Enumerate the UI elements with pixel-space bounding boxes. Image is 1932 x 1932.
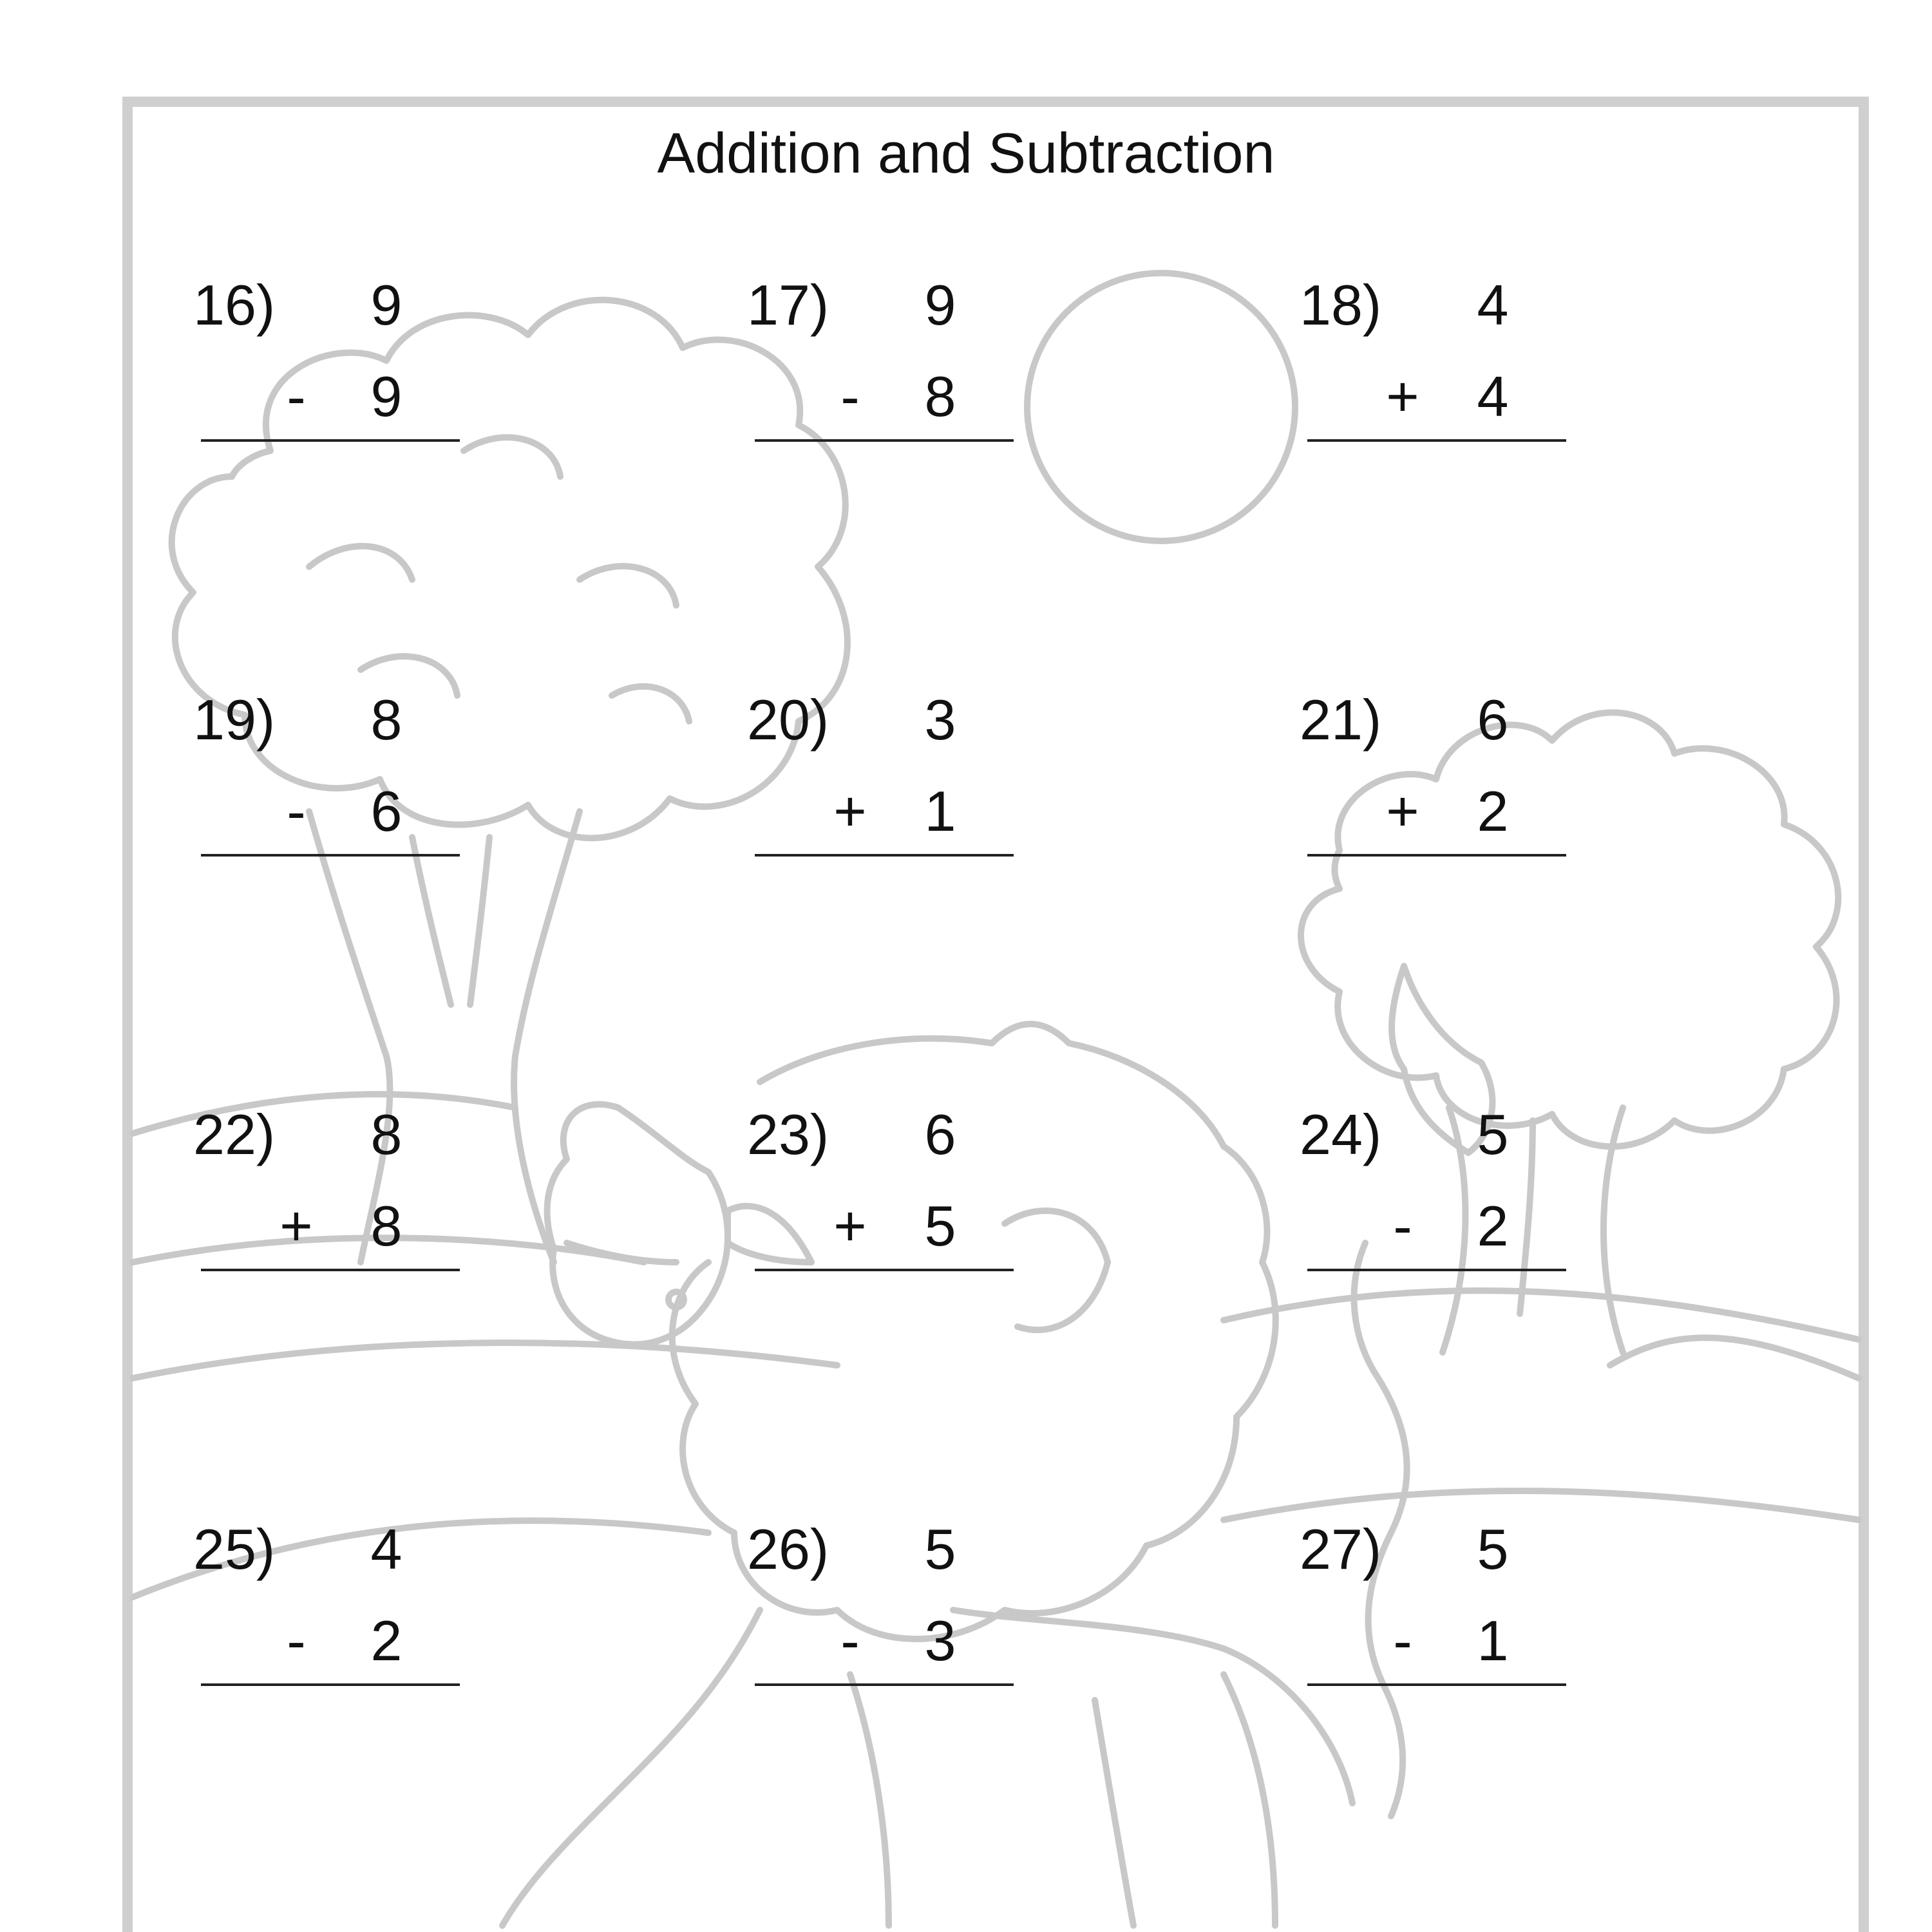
problem-number: 26) (747, 1517, 829, 1581)
answer-line (1307, 1683, 1566, 1686)
problem-22 (193, 1103, 464, 1334)
problem-number: 16) (193, 273, 276, 337)
answer-line (201, 1269, 460, 1271)
operator-sign: + (833, 779, 867, 843)
bottom-operand: 1 (924, 779, 956, 843)
problem-20 (747, 688, 1018, 920)
answer-line (755, 854, 1014, 857)
top-operand: 8 (370, 1103, 402, 1166)
operator-sign: - (1393, 1194, 1412, 1258)
problem-16 (193, 273, 464, 505)
bottom-operand: 1 (1477, 1609, 1509, 1672)
top-operand: 5 (1477, 1103, 1509, 1166)
bottom-operand: 3 (924, 1609, 956, 1672)
answer-line (755, 439, 1014, 442)
top-operand: 4 (370, 1517, 402, 1581)
answer-line (1307, 854, 1566, 857)
top-operand: 5 (924, 1517, 956, 1581)
problem-27 (1300, 1517, 1570, 1749)
top-operand: 9 (924, 273, 956, 337)
problem-number: 21) (1300, 688, 1382, 752)
top-operand: 6 (1477, 688, 1509, 752)
operator-sign: - (287, 1609, 306, 1672)
top-operand: 8 (370, 688, 402, 752)
top-operand: 3 (924, 688, 956, 752)
bottom-operand: 4 (1477, 365, 1509, 428)
worksheet-title: Addition and Subtraction (657, 121, 1275, 185)
operator-sign: - (840, 1609, 860, 1672)
answer-line (755, 1683, 1014, 1686)
problem-21 (1300, 688, 1570, 920)
operator-sign: - (1393, 1609, 1412, 1672)
operator-sign: + (1386, 779, 1419, 843)
answer-line (201, 439, 460, 442)
top-operand: 9 (370, 273, 402, 337)
top-operand: 6 (924, 1103, 956, 1166)
problem-number: 27) (1300, 1517, 1382, 1581)
top-operand: 5 (1477, 1517, 1509, 1581)
problem-number: 20) (747, 688, 829, 752)
problem-18 (1300, 273, 1570, 505)
bottom-operand: 2 (1477, 779, 1509, 843)
operator-sign: + (279, 1194, 313, 1258)
problem-23 (747, 1103, 1018, 1334)
bottom-operand: 6 (370, 779, 402, 843)
operator-sign: + (1386, 365, 1419, 428)
bottom-operand: 2 (1477, 1194, 1509, 1258)
problem-number: 23) (747, 1103, 829, 1166)
problem-number: 24) (1300, 1103, 1382, 1166)
bottom-operand: 8 (924, 365, 956, 428)
answer-line (201, 1683, 460, 1686)
bottom-operand: 8 (370, 1194, 402, 1258)
problem-24 (1300, 1103, 1570, 1334)
problem-26 (747, 1517, 1018, 1749)
answer-line (755, 1269, 1014, 1271)
answer-line (1307, 1269, 1566, 1271)
problem-number: 25) (193, 1517, 276, 1581)
problem-number: 18) (1300, 273, 1382, 337)
problem-number: 17) (747, 273, 829, 337)
problem-number: 19) (193, 688, 276, 752)
operator-sign: - (287, 365, 306, 428)
top-operand: 4 (1477, 273, 1509, 337)
bottom-operand: 9 (370, 365, 402, 428)
bottom-operand: 2 (370, 1609, 402, 1672)
operator-sign: + (833, 1194, 867, 1258)
problem-25 (193, 1517, 464, 1749)
operator-sign: - (840, 365, 860, 428)
answer-line (201, 854, 460, 857)
answer-line (1307, 439, 1566, 442)
problem-17 (747, 273, 1018, 505)
operator-sign: - (287, 779, 306, 843)
problem-19 (193, 688, 464, 920)
bottom-operand: 5 (924, 1194, 956, 1258)
problem-number: 22) (193, 1103, 276, 1166)
